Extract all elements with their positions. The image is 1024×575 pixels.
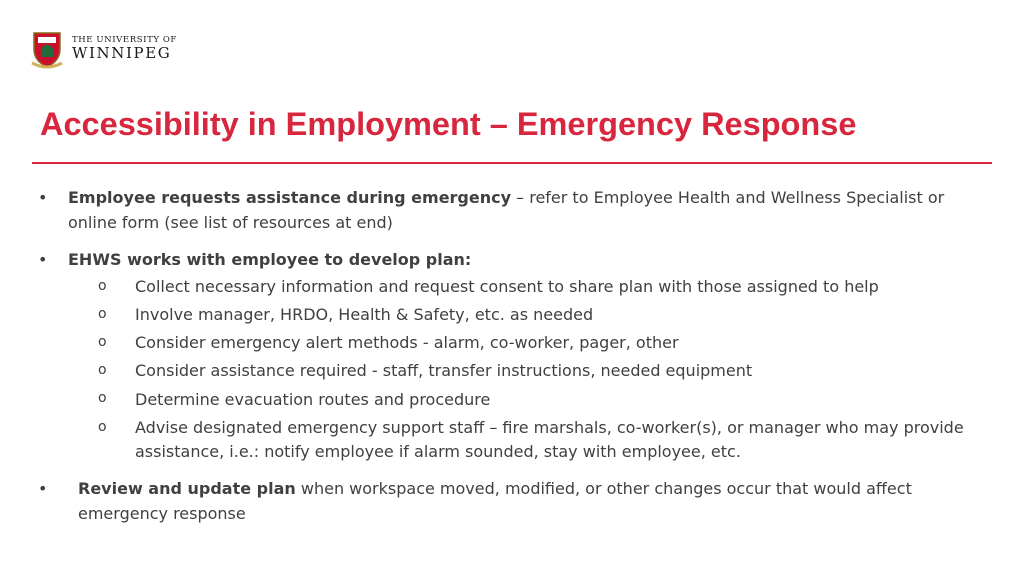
title-divider [32, 162, 992, 164]
sub-bullet-item: Consider emergency alert methods - alarm, co-worker, pager, other [135, 333, 679, 352]
sub-bullet-marker: o [98, 334, 107, 350]
bullet-marker: • [38, 250, 48, 269]
slide-title: Accessibility in Employment – Emergency Response [40, 106, 857, 142]
sub-bullet-marker: o [98, 278, 107, 294]
bullet-bold: EHWS works with employee to develop plan: [68, 250, 472, 269]
bullet-item [68, 185, 978, 235]
sub-bullet-item: Collect necessary information and request consent to share plan with those assigned to help [135, 277, 879, 296]
sub-bullet-item: Consider assistance required - staff, transfer instructions, needed equipment [135, 361, 753, 380]
sub-bullet-marker: o [98, 419, 107, 435]
logo-line1: THE UNIVERSITY OF [72, 35, 177, 45]
university-logo [30, 27, 180, 73]
sub-bullet-marker: o [98, 362, 107, 378]
sub-bullet-item: Determine evacuation routes and procedure [135, 390, 491, 409]
bullet-marker: • [38, 479, 48, 498]
sub-bullet-item: Advise designated emergency support staff – fire marshals, co-worker(s), or manager who may provide assistance, i.e.: notify employee if alarm sounded, stay with employee, etc. [135, 418, 964, 461]
logo-line2: WINNIPEG [72, 44, 172, 62]
sub-bullet-marker: o [98, 390, 107, 406]
bullet-text: – refer to Employee Health and Wellness Specialist or online form (see list of resources at end) [68, 188, 945, 232]
crest-icon [30, 27, 64, 69]
bullet-text: when workspace moved, modified, or other changes occur that would affect emergency response [78, 479, 912, 523]
sub-bullet-marker: o [98, 306, 107, 322]
bullet-bold: Employee requests assistance during emergency [68, 188, 512, 207]
bullet-bold: Review and update plan [78, 479, 296, 498]
sub-bullet-item: Involve manager, HRDO, Health & Safety, etc. as needed [135, 305, 594, 324]
bullet-item [78, 476, 978, 526]
bullet-marker: • [38, 188, 48, 207]
logo-wordmark [72, 35, 177, 62]
bullet-item [68, 247, 968, 272]
